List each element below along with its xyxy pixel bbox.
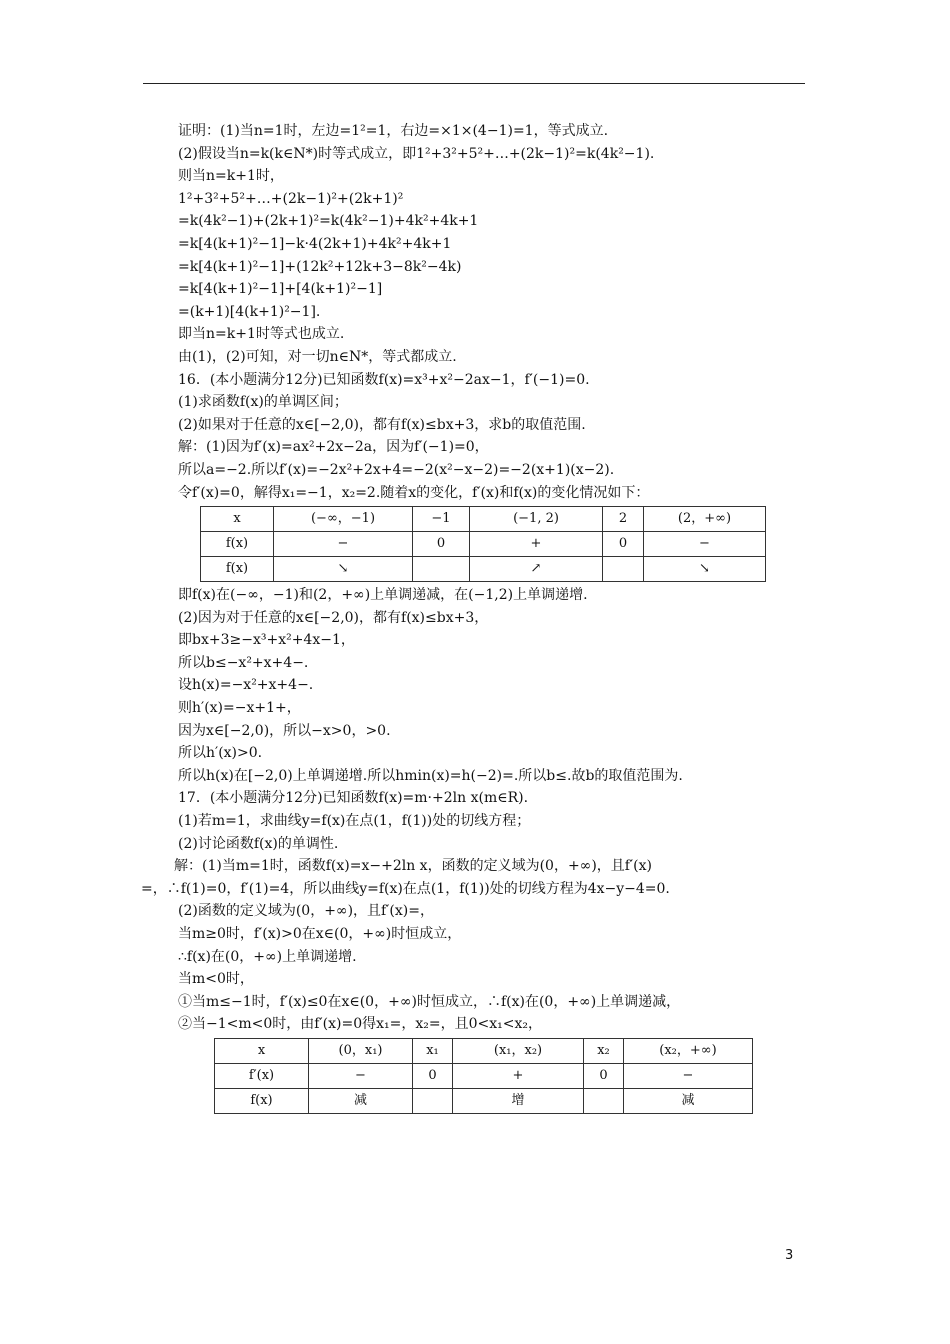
table-cell: x — [201, 507, 274, 532]
text-line: (2)函数的定义域为(0，+∞)，且f′(x)=， — [178, 903, 434, 920]
table-cell: 2 — [603, 507, 644, 532]
text-line: =k(4k²−1)+(2k+1)²=k(4k²−1)+4k²+4k+1 — [178, 213, 479, 230]
table-cell: x — [215, 1038, 309, 1063]
text-line: (2)如果对于任意的x∈[−2,0)，都有f(x)≤bx+3，求b的取值范围. — [178, 416, 586, 433]
table-cell: x₁ — [413, 1038, 453, 1063]
monotonicity-table-16 — [200, 506, 766, 582]
text-line: 因为x∈[−2,0)，所以−x>0，>0. — [178, 722, 391, 739]
table-row — [201, 507, 766, 532]
table-cell: − — [644, 532, 766, 557]
text-block-16 — [178, 584, 810, 855]
table-cell: (0，x₁) — [309, 1038, 413, 1063]
table-cell — [413, 557, 470, 582]
header-rule — [143, 83, 805, 84]
text-line: (2)因为对于任意的x∈[−2,0)，都有f(x)≤bx+3， — [178, 609, 489, 626]
table-cell: (2，+∞) — [644, 507, 766, 532]
table-cell: 0 — [603, 532, 644, 557]
text-line: 即bx+3≥−x³+x²+4x−1， — [178, 632, 355, 649]
table-row — [215, 1038, 753, 1063]
table-cell: 减 — [309, 1088, 413, 1113]
table-cell — [603, 557, 644, 582]
text-line: 解：(1)当m=1时，函数f(x)=x−+2ln x，函数的定义域为(0，+∞)，且f′(x) — [174, 858, 652, 875]
text-line: ∴f(x)在(0，+∞)上单调递增. — [178, 948, 357, 965]
text-line: 解：(1)因为f′(x)=ax²+2x−2a，因为f′(−1)=0， — [178, 439, 489, 456]
table-cell — [584, 1088, 624, 1113]
table-cell: + — [470, 532, 603, 557]
text-line: (2)讨论函数f(x)的单调性. — [178, 835, 339, 852]
table-cell: f(x) — [201, 532, 274, 557]
text-line: 当m≥0时，f′(x)>0在x∈(0，+∞)时恒成立， — [178, 926, 462, 942]
text-line: 则h′(x)=−x+1+， — [178, 700, 301, 717]
table-cell: 0 — [584, 1063, 624, 1088]
table-row — [215, 1063, 753, 1088]
text-line: 则当n=k+1时， — [178, 168, 284, 185]
text-line: 所以b≤−x²+x+4−. — [178, 654, 309, 671]
text-line: 由(1)，(2)可知，对一切n∈N*，等式都成立. — [178, 348, 457, 365]
table-row — [201, 532, 766, 557]
text-line: (1)求函数f(x)的单调区间； — [178, 394, 348, 411]
page-number: 3 — [785, 1248, 794, 1263]
table-cell: ↗ — [470, 557, 603, 582]
table-row — [215, 1088, 753, 1113]
table-cell: ↘ — [644, 557, 766, 582]
table-row — [201, 557, 766, 582]
text-line: 证明：(1)当n=1时，左边=1²=1，右边=×1×(4−1)=1，等式成立. — [178, 123, 609, 139]
table-cell: f(x) — [215, 1088, 309, 1113]
table-cell: − — [274, 532, 413, 557]
table-cell: x₂ — [584, 1038, 624, 1063]
table-cell: + — [453, 1063, 584, 1088]
text-line: 令f′(x)=0，解得x₁=−1，x₂=2.随着x的变化，f′(x)和f(x)的变化情况如下： — [178, 484, 650, 501]
text-line: =k[4(k+1)²−1]−k·4(2k+1)+4k²+4k+1 — [178, 235, 452, 252]
table-cell: (x₂，+∞) — [624, 1038, 753, 1063]
page-content — [141, 120, 810, 1116]
text-line: 17．(本小题满分12分)已知函数f(x)=m·+2ln x(m∈R). — [178, 790, 529, 807]
text-line: 所以h′(x)>0. — [178, 745, 263, 762]
table-cell: − — [624, 1063, 753, 1088]
table-cell — [413, 1088, 453, 1113]
text-line: ①当m≤−1时，f′(x)≤0在x∈(0，+∞)时恒成立，∴f(x)在(0，+∞)上单调递减， — [178, 993, 681, 1010]
table-cell: − — [309, 1063, 413, 1088]
text-line: (2)假设当n=k(k∈N*)时等式成立，即1²+3²+5²+…+(2k−1)²=k(4k²−1). — [178, 145, 655, 162]
table-cell: (−∞，−1) — [274, 507, 413, 532]
text-line: 1²+3²+5²+…+(2k−1)²+(2k+1)² — [178, 190, 404, 207]
table-cell: −1 — [413, 507, 470, 532]
table-cell: 增 — [453, 1088, 584, 1113]
text-block-proof — [178, 120, 810, 504]
text-line: (1)若m=1，求曲线y=f(x)在点(1，f(1))处的切线方程； — [178, 813, 531, 830]
wrapped-paragraph — [141, 855, 810, 900]
table-cell: f(x) — [201, 557, 274, 582]
table-cell: ↘ — [274, 557, 413, 582]
text-line: =k[4(k+1)²−1]+(12k²+12k+3−8k²−4k) — [178, 258, 462, 275]
text-line: =，∴f(1)=0，f′(1)=4，所以曲线y=f(x)在点(1，f(1))处的切线方程为4x−y−4=0. — [141, 880, 670, 897]
text-line: =(k+1)[4(k+1)²−1]. — [178, 303, 321, 320]
text-line: 16．(本小题满分12分)已知函数f(x)=x³+x²−2ax−1，f′(−1)=0. — [178, 371, 590, 388]
text-line: 设h(x)=−x²+x+4−. — [178, 677, 314, 694]
table-cell: 0 — [413, 532, 470, 557]
table-cell: 减 — [624, 1088, 753, 1113]
table-cell: f′(x) — [215, 1063, 309, 1088]
monotonicity-table-17 — [214, 1038, 753, 1114]
text-line: 所以a=−2.所以f′(x)=−2x²+2x+4=−2(x²−x−2)=−2(x+1)(x−2). — [178, 461, 615, 478]
text-line: 所以h(x)在[−2,0)上单调递增.所以hmin(x)=h(−2)=.所以b≤.故b的取值范围为. — [178, 767, 683, 784]
text-block-17 — [178, 900, 810, 1036]
table-cell: 0 — [413, 1063, 453, 1088]
text-line: 即f(x)在(−∞，−1)和(2，+∞)上单调递减，在(−1,2)上单调递增. — [178, 587, 588, 604]
table-cell: (x₁，x₂) — [453, 1038, 584, 1063]
text-line: 当m<0时， — [178, 971, 254, 988]
text-line: =k[4(k+1)²−1]+[4(k+1)²−1] — [178, 281, 383, 298]
table-cell: (−1, 2) — [470, 507, 603, 532]
text-line: 即当n=k+1时等式也成立. — [178, 326, 345, 343]
text-line: ②当−1<m<0时，由f′(x)=0得x₁=，x₂=，且0<x₁<x₂， — [178, 1016, 542, 1033]
